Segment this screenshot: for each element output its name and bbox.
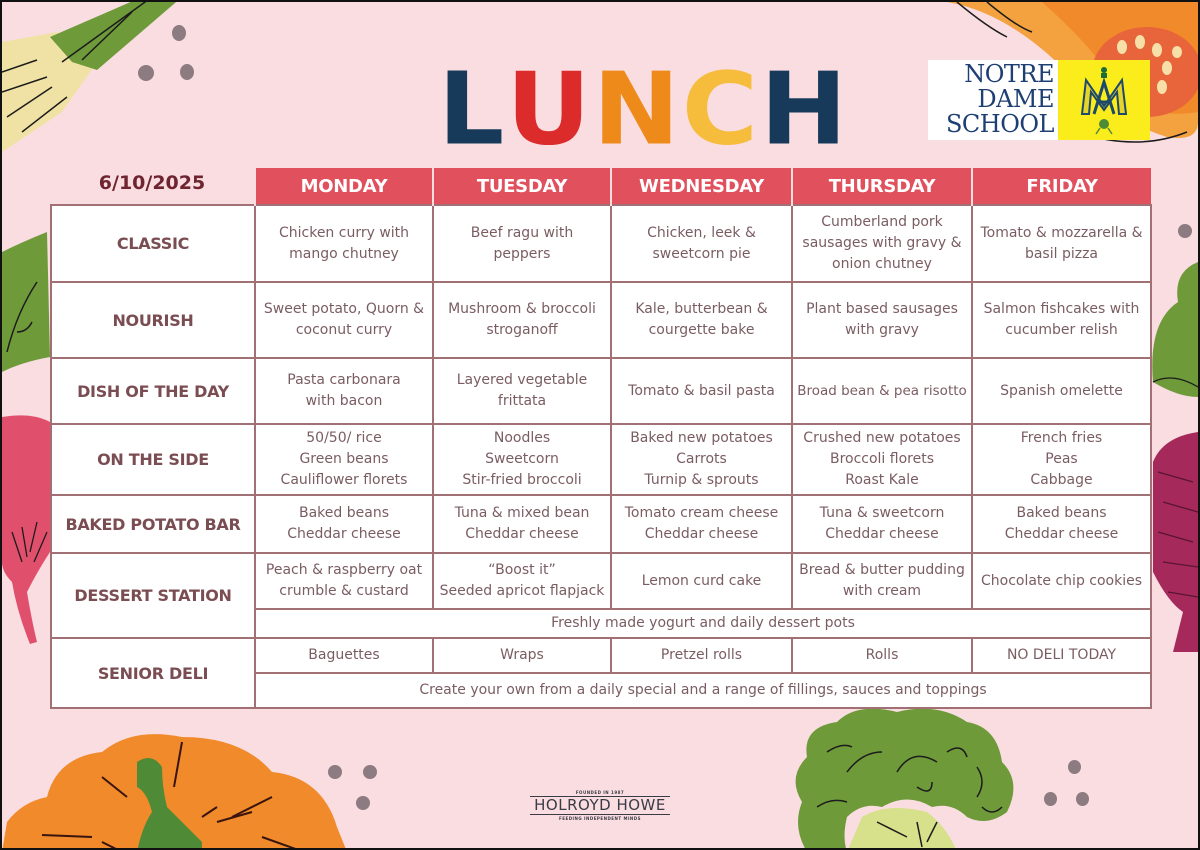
category-label: SENIOR DELI (51, 638, 255, 708)
caterer-founded-text: FOUNDED IN 1987 (575, 790, 625, 795)
menu-cell: Chocolate chip cookies (972, 553, 1151, 609)
menu-cell: Peach & raspberry oat crumble & custard (255, 553, 433, 609)
menu-cell: Layered vegetable frittata (433, 358, 611, 424)
monogram-emblem-icon (1058, 60, 1150, 140)
menu-page (2, 2, 1198, 848)
school-name (928, 60, 1058, 140)
decorative-dot (363, 765, 377, 779)
lunch-menu-table (50, 168, 1152, 709)
day-header-thursday: THURSDAY (792, 168, 972, 205)
decorative-dot (1178, 224, 1192, 238)
menu-cell: Tomato & basil pasta (611, 358, 792, 424)
page-title (438, 50, 850, 168)
category-label: ON THE SIDE (51, 424, 255, 495)
menu-row-dish-of-the-day (51, 358, 1151, 424)
menu-cell: Mushroom & broccoli stroganoff (433, 282, 611, 358)
menu-cell: Baguettes (255, 638, 433, 673)
menu-cell: Tuna & mixed bean Cheddar cheese (433, 495, 611, 553)
category-label: BAKED POTATO BAR (51, 495, 255, 553)
decorative-dot (356, 796, 370, 810)
day-header-monday: MONDAY (255, 168, 433, 205)
menu-cell: Spanish omelette (972, 358, 1151, 424)
menu-row-senior-deli (51, 638, 1151, 673)
menu-cell: Chicken curry with mango chutney (255, 205, 433, 282)
menu-cell: NO DELI TODAY (972, 638, 1151, 673)
title-letter: N (592, 50, 682, 168)
menu-cell: Bread & butter pudding with cream (792, 553, 972, 609)
caterer-name: HOLROYD HOWE (530, 796, 670, 815)
menu-row-dessert-station (51, 553, 1151, 609)
menu-cell: Baked beans Cheddar cheese (972, 495, 1151, 553)
menu-cell: Tomato cream cheese Cheddar cheese (611, 495, 792, 553)
school-name-line: DAME (977, 85, 1054, 113)
dessert-footer-note: Freshly made yogurt and daily dessert pots (255, 609, 1151, 638)
caterer-tagline: FEEDING INDEPENDENT MINDS (559, 816, 641, 821)
date-header-cell (51, 168, 255, 205)
menu-cell: Plant based sausages with gravy (792, 282, 972, 358)
menu-row-on-the-side (51, 424, 1151, 495)
menu-cell: Rolls (792, 638, 972, 673)
menu-cell: Sweet potato, Quorn & coconut curry (255, 282, 433, 358)
decorative-dot (1076, 792, 1089, 806)
menu-cell: Crushed new potatoes Broccoli florets Roast Kale (792, 424, 972, 495)
school-name-line: NOTRE (964, 60, 1054, 88)
menu-row-classic (51, 205, 1151, 282)
menu-cell: Tuna & sweetcorn Cheddar cheese (792, 495, 972, 553)
beetroot-illustration-icon (1148, 232, 1198, 652)
menu-cell: French fries Peas Cabbage (972, 424, 1151, 495)
menu-row-nourish (51, 282, 1151, 358)
menu-row-baked-potato-bar (51, 495, 1151, 553)
menu-cell: Pasta carbonara with bacon (255, 358, 433, 424)
decorative-dot (1044, 792, 1057, 806)
menu-cell: Salmon fishcakes with cucumber relish (972, 282, 1151, 358)
pumpkin-illustration-icon (2, 727, 347, 848)
menu-cell: Pretzel rolls (611, 638, 792, 673)
menu-cell: Wraps (433, 638, 611, 673)
category-label: NOURISH (51, 282, 255, 358)
decorative-dot (180, 64, 194, 80)
decorative-dot (328, 765, 342, 779)
menu-cell: Chicken, leek & sweetcorn pie (611, 205, 792, 282)
spring-onion-illustration-icon (2, 2, 192, 162)
menu-cell: Cumberland pork sausages with gravy & onion chutney (792, 205, 972, 282)
title-letter: H (760, 50, 850, 168)
title-letter: L (438, 50, 507, 168)
day-header-tuesday: TUESDAY (433, 168, 611, 205)
title-letter: C (681, 50, 761, 168)
day-header-row (51, 168, 1151, 205)
school-name-line: SCHOOL (945, 110, 1054, 138)
day-header-wednesday: WEDNESDAY (611, 168, 792, 205)
menu-cell: Noodles Sweetcorn Stir-fried broccoli (433, 424, 611, 495)
menu-cell: “Boost it” Seeded apricot flapjack (433, 553, 611, 609)
menu-cell: Baked new potatoes Carrots Turnip & sprouts (611, 424, 792, 495)
caterer-logo (530, 790, 670, 821)
decorative-dot (138, 65, 154, 81)
menu-cell: Tomato & mozzarella & basil pizza (972, 205, 1151, 282)
category-label: DISH OF THE DAY (51, 358, 255, 424)
menu-cell: Lemon curd cake (611, 553, 792, 609)
category-label: DESSERT STATION (51, 553, 255, 638)
menu-cell: Kale, butterbean & courgette bake (611, 282, 792, 358)
day-header-friday: FRIDAY (972, 168, 1151, 205)
menu-cell: Baked beans Cheddar cheese (255, 495, 433, 553)
broccoli-illustration-icon (787, 707, 1027, 848)
school-logo (928, 60, 1150, 140)
menu-cell: 50/50/ rice Green beans Cauliflower florets (255, 424, 433, 495)
title-letter: U (506, 50, 593, 168)
radish-illustration-icon (2, 232, 52, 652)
menu-cell: Beef ragu with peppers (433, 205, 611, 282)
decorative-dot (1068, 760, 1081, 774)
menu-date: 6/10/2025 (98, 172, 206, 194)
decorative-dot (172, 25, 186, 41)
deli-footer-note: Create your own from a daily special and a range of fillings, sauces and toppings (255, 673, 1151, 708)
menu-cell: Broad bean & pea risotto (792, 358, 972, 424)
category-label: CLASSIC (51, 205, 255, 282)
